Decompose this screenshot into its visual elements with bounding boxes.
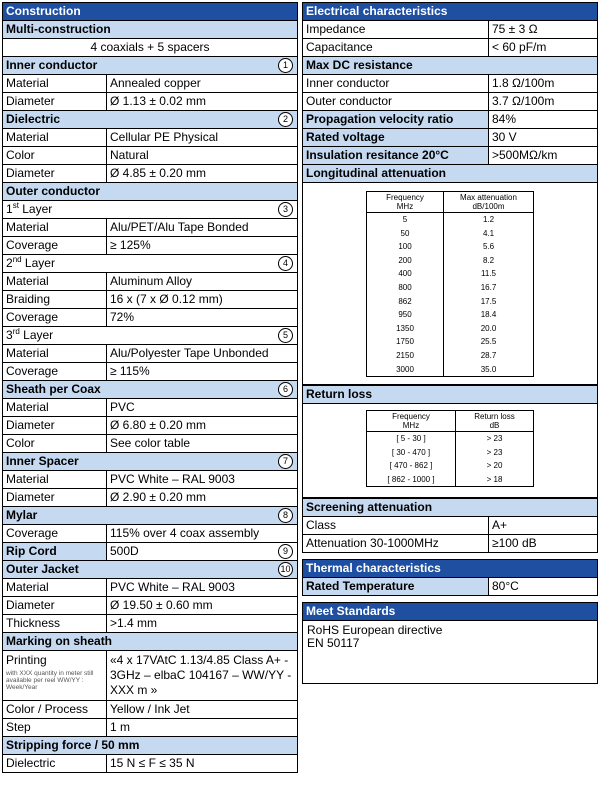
electrical-table [302, 2, 598, 183]
inner-spacer-title: Inner Spacer 7 [3, 453, 298, 471]
table-row: Diameter Ø 6.80 ± 0.20 mm [3, 417, 298, 435]
table-row: Material PVC White – RAL 9003 [3, 471, 298, 489]
layer-3-title: 3rd Layer 5 [3, 327, 298, 345]
electrical-header: Electrical characteristics [303, 3, 598, 21]
standards-header: Meet Standards [303, 603, 598, 621]
table-row: Color See color table [3, 435, 298, 453]
table-row: Rated Temperature 80°C [303, 578, 598, 596]
table-row: Color Natural [3, 147, 298, 165]
standard-item: RoHS European directive [307, 623, 443, 637]
attenuation-table: Frequency MHz Max attenuation dB/100m 5 1.2 50 4.1 100 5.6 200 8.2 400 11.5 800 16.7 862 17.5 950 18.4 1350 20.0 1750 25.5 2150 28.7 3000 35.0 [366, 191, 534, 377]
layer-2-title: 2nd Layer 4 [3, 255, 298, 273]
table-row: Coverage 72% [3, 309, 298, 327]
printing-row: Printing with XXX quantity in meter still available per reel WW/YY : Week/Year «4 x 17VAtC 1.13/4.85 Class A+ - 3GHz – elbaC 104167 – WW/YY - XXX m » [3, 651, 298, 701]
table-row: Dielectric 15 N ≤ F ≤ 35 N [3, 755, 298, 773]
voltage-row: Rated voltage 30 V [303, 129, 598, 147]
construction-table [2, 2, 298, 773]
table-row: 50 4.1 [367, 227, 534, 241]
table-row: 950 18.4 [367, 308, 534, 322]
table-row: 862 17.5 [367, 295, 534, 309]
standards-panel [302, 621, 598, 684]
multi-construction-title: Multi-construction [3, 21, 298, 39]
printing-note: with XXX quantity in meter still available per reel WW/YY : Week/Year [6, 670, 94, 691]
rip-cord-row: Rip Cord 500D 9 [3, 543, 298, 561]
callout-3-icon: 3 [278, 202, 293, 217]
return-loss-title: Return loss [303, 386, 598, 404]
table-row: 800 16.7 [367, 281, 534, 295]
table-row: Color / Process Yellow / Ink Jet [3, 701, 298, 719]
table-row: 2150 28.7 [367, 349, 534, 363]
callout-1-icon: 1 [278, 58, 293, 73]
callout-6-icon: 6 [278, 382, 293, 397]
characteristics-column [302, 2, 598, 684]
table-row: Material Aluminum Alloy [3, 273, 298, 291]
propagation-row: Propagation velocity ratio 84% [303, 111, 598, 129]
layer-1-title: 1st Layer 3 [3, 201, 298, 219]
table-row: Step 1 m [3, 719, 298, 737]
return-loss-table [302, 385, 598, 404]
table-row: Material Cellular PE Physical [3, 129, 298, 147]
multi-construction-value: 4 coaxials + 5 spacers [3, 39, 298, 57]
table-row: [ 862 - 1000 ] > 18 [367, 473, 534, 487]
insulation-row: Insulation resitance 20°C >500MΩ/km [303, 147, 598, 165]
table-row: Coverage ≥ 115% [3, 363, 298, 381]
callout-4-icon: 4 [278, 256, 293, 271]
thermal-header: Thermal characteristics [303, 560, 598, 578]
max-dc-title: Max DC resistance [303, 57, 598, 75]
callout-8-icon: 8 [278, 508, 293, 523]
table-row: 1350 20.0 [367, 322, 534, 336]
table-row: Diameter Ø 4.85 ± 0.20 mm [3, 165, 298, 183]
standard-item: EN 50117 [307, 636, 360, 650]
table-row: Outer conductor 3.7 Ω/100m [303, 93, 598, 111]
return-loss-inner-table: Frequency MHz Return loss dB [ 5 - 30 ] > 23 [ 30 - 470 ] > 23 [ 470 - 862 ] > 20 [ 862 - 1000 ] > 18 [366, 410, 534, 487]
outer-conductor-title: Outer conductor [3, 183, 298, 201]
construction-column [2, 2, 298, 773]
longitudinal-panel [302, 183, 598, 385]
table-row: Diameter Ø 1.13 ± 0.02 mm [3, 93, 298, 111]
table-row: [ 470 - 862 ] > 20 [367, 459, 534, 473]
table-row: Coverage ≥ 125% [3, 237, 298, 255]
table-row: 400 11.5 [367, 267, 534, 281]
table-row: Impedance 75 ± 3 Ω [303, 21, 598, 39]
table-row: Capacitance < 60 pF/m [303, 39, 598, 57]
table-row: [ 30 - 470 ] > 23 [367, 446, 534, 460]
thermal-table [302, 559, 598, 596]
stripping-title: Stripping force / 50 mm [3, 737, 298, 755]
table-row: Material PVC White – RAL 9003 [3, 579, 298, 597]
table-row: Attenuation 30-1000MHz ≥100 dB [303, 535, 598, 553]
printing-value: «4 x 17VAtC 1.13/4.85 Class A+ - 3GHz – elbaC 104167 – WW/YY - XXX m » [107, 651, 298, 701]
screening-table [302, 498, 598, 553]
construction-header: Construction [3, 3, 298, 21]
callout-5-icon: 5 [278, 328, 293, 343]
table-row: 1750 25.5 [367, 335, 534, 349]
longitudinal-title: Longitudinal attenuation [303, 165, 598, 183]
dielectric-title: Dielectric 2 [3, 111, 298, 129]
callout-7-icon: 7 [278, 454, 293, 469]
callout-2-icon: 2 [278, 112, 293, 127]
table-row: 200 8.2 [367, 254, 534, 268]
table-row: Material Alu/Polyester Tape Unbonded [3, 345, 298, 363]
screening-title: Screening attenuation [303, 499, 598, 517]
table-row: Coverage 115% over 4 coax assembly [3, 525, 298, 543]
sheath-title: Sheath per Coax 6 [3, 381, 298, 399]
marking-title: Marking on sheath [3, 633, 298, 651]
table-row: 100 5.6 [367, 240, 534, 254]
table-row: Material PVC [3, 399, 298, 417]
table-row: [ 5 - 30 ] > 23 [367, 432, 534, 446]
table-row: Braiding 16 x (7 x Ø 0.12 mm) [3, 291, 298, 309]
table-row: Inner conductor 1.8 Ω/100m [303, 75, 598, 93]
inner-conductor-title: Inner conductor 1 [3, 57, 298, 75]
table-row: Class A+ [303, 517, 598, 535]
callout-10-icon: 10 [278, 562, 293, 577]
mylar-title: Mylar 8 [3, 507, 298, 525]
table-row: Material Alu/PET/Alu Tape Bonded [3, 219, 298, 237]
callout-9-icon: 9 [278, 544, 293, 559]
return-loss-panel [302, 404, 598, 498]
table-row: Thickness >1.4 mm [3, 615, 298, 633]
table-row: Diameter Ø 2.90 ± 0.20 mm [3, 489, 298, 507]
table-row: 3000 35.0 [367, 363, 534, 377]
outer-jacket-title: Outer Jacket 10 [3, 561, 298, 579]
standards-table [302, 602, 598, 621]
table-row: Diameter Ø 19.50 ± 0.60 mm [3, 597, 298, 615]
table-row: 5 1.2 [367, 213, 534, 227]
rip-cord-title: Rip Cord [3, 543, 107, 561]
table-row: Material Annealed copper [3, 75, 298, 93]
